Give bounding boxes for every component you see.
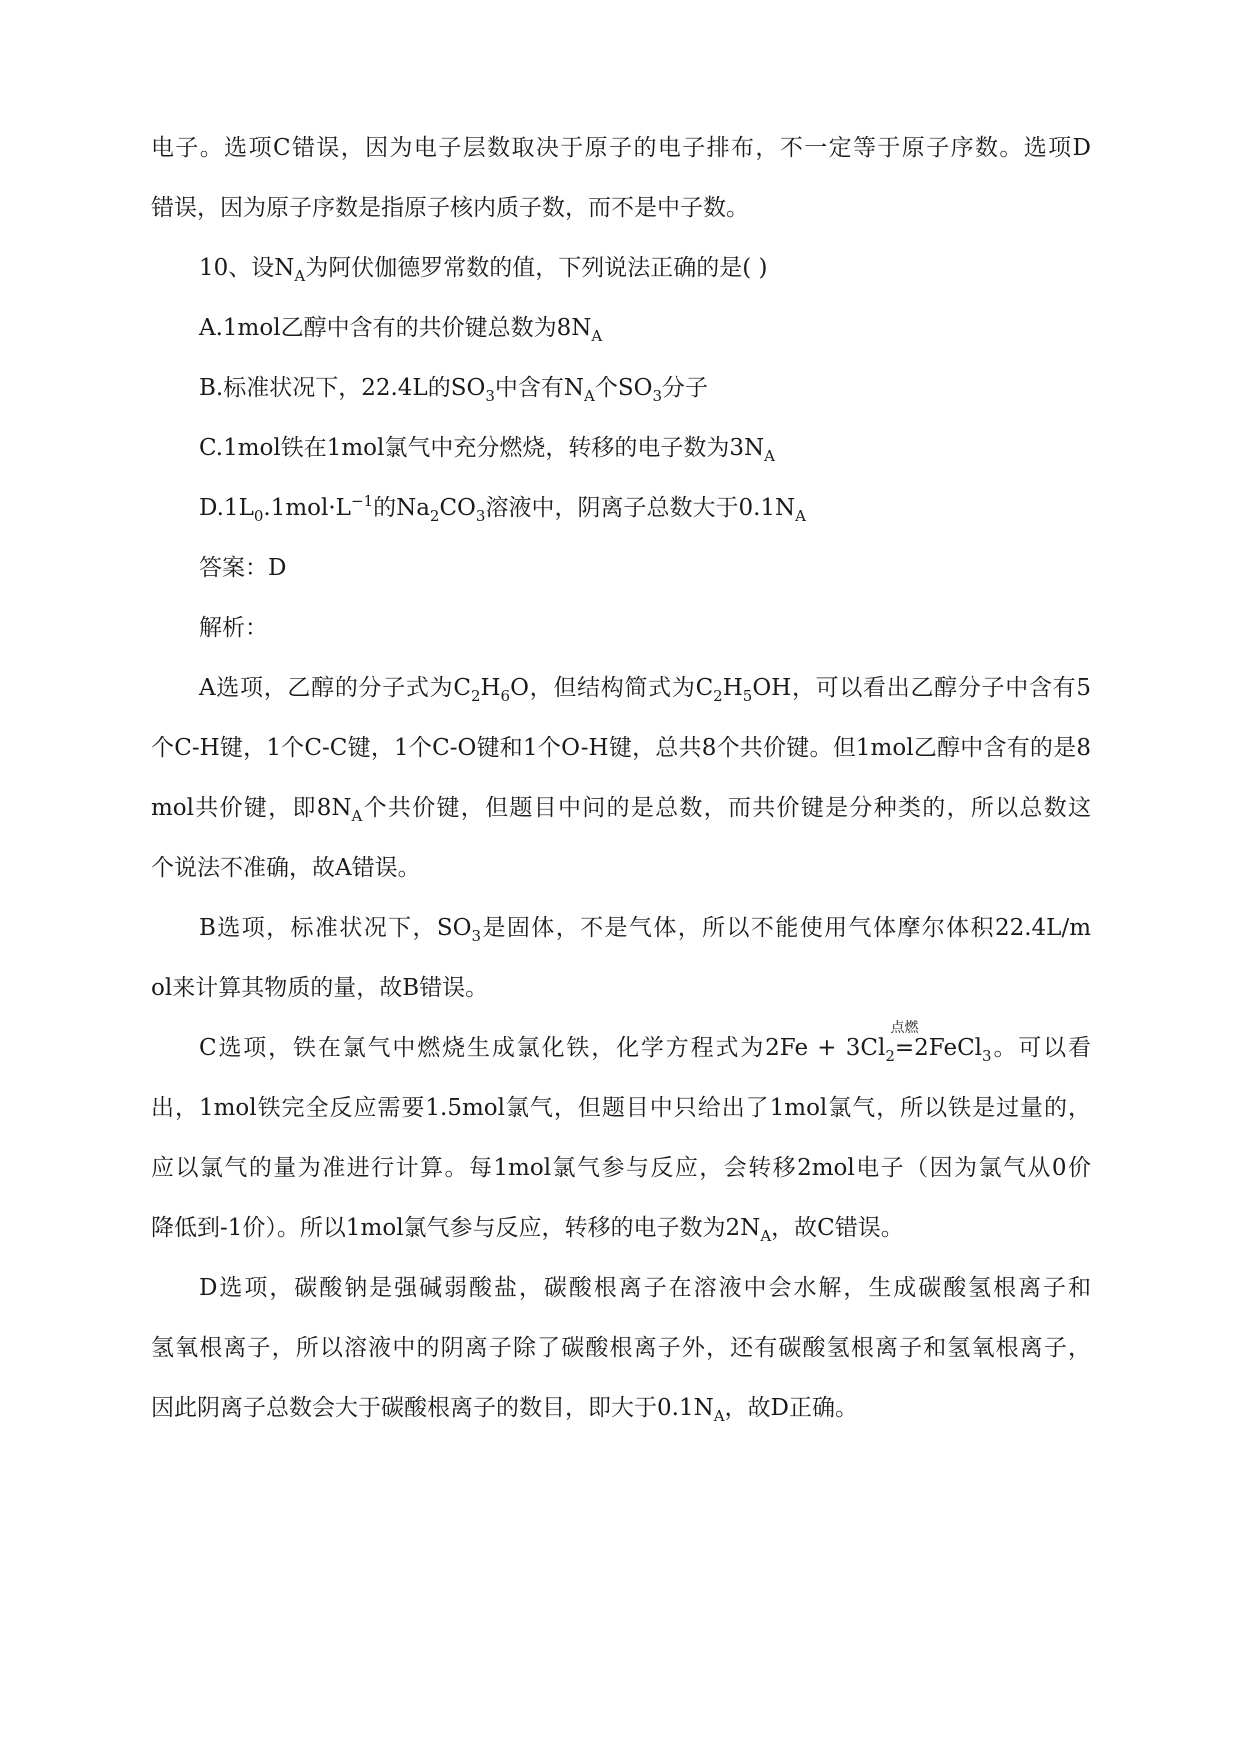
analysis-label: 解析：	[199, 615, 268, 641]
analysis-a-line-3: mol共价键，即$8N_A$个共价键，但题目中问的是总数，而共价键是分种类的，所以总数这	[151, 795, 1092, 825]
analysis-c-line-1: C选项，铁在氯气中燃烧生成氯化铁，化学方程式为$2Fe + 3Cl_2$ 点燃 =2FeCl$_3$。可以看	[199, 1020, 1091, 1065]
analysis-d-line-1: D选项，碳酸钠是强碱弱酸盐，碳酸根离子在溶液中会水解，生成碳酸氢根离子和	[199, 1275, 1091, 1301]
question-stem: 10、设$N_A$为阿伏伽德罗常数的值，下列说法正确的是( )	[199, 255, 768, 285]
analysis-c-line-3: 应以氯气的量为准进行计算。每1mol氯气参与反应，会转移2mol电子（因为氯气从0价	[151, 1155, 1091, 1181]
analysis-a-line-2: 个C-H键，1个C-C键，1个C-O键和1个O-H键，总共8个共价键。但1mol乙醇中含有的是8	[151, 735, 1091, 761]
option-d: $D.1L_0.1mol\cdot L^{-1}$的$Na_2CO_3$溶液中，阴离子总数大于$0.1N_A$	[199, 492, 807, 525]
analysis-c-line-4: 降低到-1价）。所以1mol氯气参与反应，转移的电子数为$2N_A$，故C错误。	[151, 1215, 904, 1245]
analysis-b-line-2: ol来计算其物质的量，故B错误。	[151, 975, 489, 1001]
question-number: 10、	[199, 255, 252, 281]
analysis-a-line-4: 个说法不准确，故A错误。	[151, 855, 421, 881]
prev-explanation-line-2: 错误，因为原子序数是指原子核内质子数，而不是中子数。	[151, 195, 749, 221]
option-c: C.1mol铁在1mol氯气中充分燃烧，转移的电子数为$3N_A$	[199, 435, 775, 465]
option-a: A.1mol乙醇中含有的共价键总数为$8N_A$	[199, 315, 603, 345]
answer: 答案：D	[199, 555, 287, 581]
analysis-d-line-3: 因此阴离子总数会大于碳酸根离子的数目，即大于$0.1N_A$，故D正确。	[151, 1395, 858, 1425]
analysis-d-line-2: 氢氧根离子，所以溶液中的阴离子除了碳酸根离子外，还有碳酸氢根离子和氢氧根离子，	[151, 1335, 1091, 1361]
analysis-a-line-1: A选项，乙醇的分子式为$C_2H_6O$，但结构简式为$C_2H_5OH$，可以看出乙醇分子中含有5	[199, 675, 1091, 705]
prev-explanation-line-1: 电子。选项C错误，因为电子层数取决于原子的电子排布，不一定等于原子序数。选项D	[151, 135, 1091, 161]
reaction-condition: 点燃 =	[890, 1020, 919, 1061]
analysis-c-line-2: 出，1mol铁完全反应需要1.5mol氯气，但题目中只给出了1mol氯气，所以铁是过量的，	[151, 1095, 1091, 1121]
option-b: B.标准状况下，22.4L的$SO_3$中含有$N_A$个$SO_3$分子	[199, 375, 708, 405]
analysis-b-line-1: B选项，标准状况下，$SO_3$是固体，不是气体，所以不能使用气体摩尔体积22.4L/m	[199, 915, 1091, 945]
